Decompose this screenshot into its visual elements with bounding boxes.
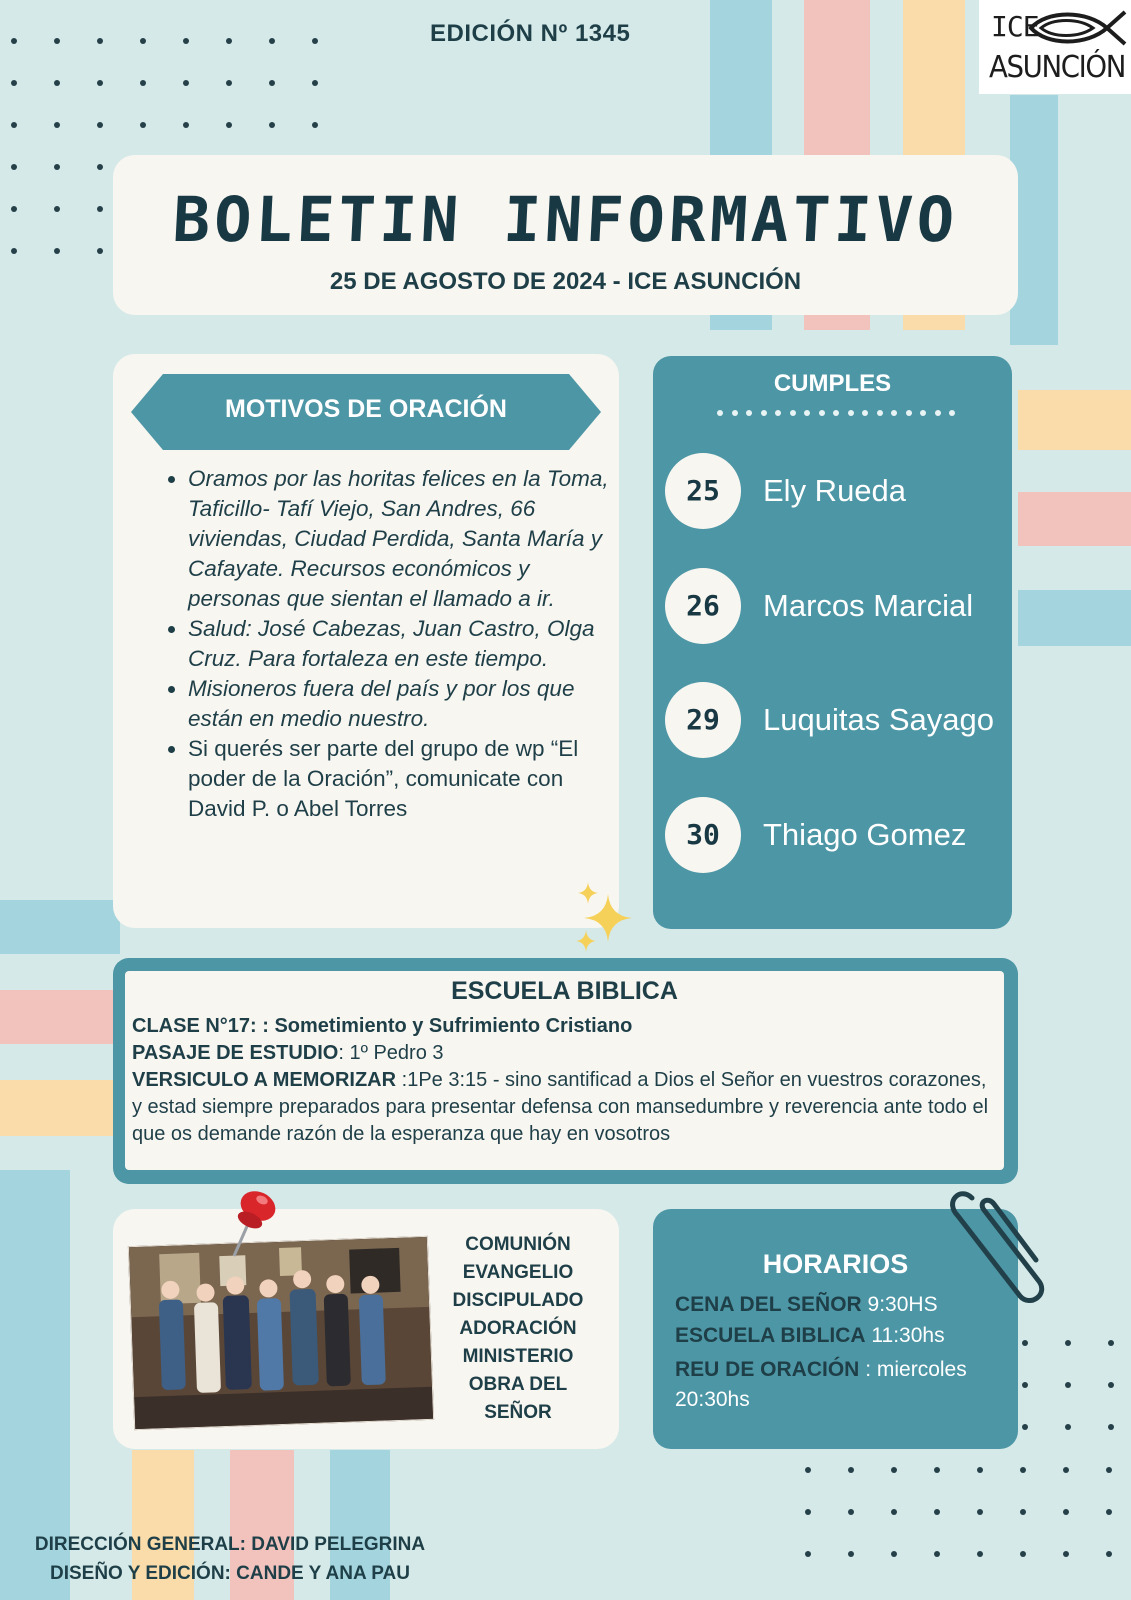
decor-dot <box>935 410 941 416</box>
birthday-name: Luquitas Sayago <box>763 702 994 737</box>
bible-school-body <box>132 1013 992 1148</box>
prayer-item: • Oramos por las horitas felices en la Toma, Taficillo- Tafí Viejo, San Andres, 66 viviendas, Ciudad Perdida, Santa María y Cafayate. Recursos económicos y personas que sientan el llamado a ir. <box>188 464 618 614</box>
decor-dot <box>269 38 275 44</box>
pillar-item: MINISTERIO <box>462 1346 574 1367</box>
prayer-list <box>171 464 618 824</box>
decor-stripe <box>1018 492 1131 546</box>
decor-dot <box>732 410 738 416</box>
decor-dot <box>1020 1509 1026 1515</box>
decor-dot <box>977 1509 983 1515</box>
decor-dot <box>877 410 883 416</box>
decor-dot <box>97 164 103 170</box>
bible-school-panel <box>125 971 1004 1170</box>
decor-dot <box>891 1509 897 1515</box>
decor-dot <box>1106 1467 1112 1473</box>
decor-dot <box>11 38 17 44</box>
decor-dot <box>934 1551 940 1557</box>
sparkle-icon <box>572 880 636 956</box>
decor-dot <box>761 410 767 416</box>
decor-stripe <box>0 990 120 1044</box>
decor-dot <box>891 1467 897 1473</box>
bulletin-title: BOLETIN INFORMATIVO <box>170 183 961 256</box>
pillar-item: ADORACIÓN <box>459 1318 577 1339</box>
decor-dot <box>269 122 275 128</box>
decor-dot <box>11 248 17 254</box>
decor-dot <box>11 206 17 212</box>
decor-dot <box>1022 1382 1028 1388</box>
decor-dot <box>848 1509 854 1515</box>
decor-dot <box>54 80 60 86</box>
decor-dot <box>11 164 17 170</box>
decor-dots-bottom-right <box>805 1467 1112 1557</box>
decor-dot <box>54 164 60 170</box>
birthday-entry <box>665 453 1010 531</box>
decor-dot <box>1063 1551 1069 1557</box>
decor-dot <box>862 410 868 416</box>
decor-dot <box>97 38 103 44</box>
birthdays-title: CUMPLES <box>773 370 892 397</box>
decor-dot <box>1020 1551 1026 1557</box>
pillar-item: OBRA DEL SEÑOR <box>468 1374 568 1423</box>
decor-dot <box>1022 1424 1028 1430</box>
decor-dot <box>269 80 275 86</box>
prayer-item: • Si querés ser parte del grupo de wp “El poder de la Oración”, comunicate con David P. o Abel Torres <box>188 734 618 824</box>
title-card <box>113 155 1018 315</box>
decor-dot <box>934 1467 940 1473</box>
schedule-row: ESCUELA BIBLICA 11:30hs <box>675 1324 945 1347</box>
decor-dot <box>140 122 146 128</box>
birthday-day: 26 <box>665 568 741 644</box>
prayer-item: • Salud: José Cabezas, Juan Castro, Olga Cruz. Para fortaleza en este tiempo. <box>188 614 618 674</box>
pillar-item: EVANGELIO <box>462 1262 574 1283</box>
credits <box>30 1530 430 1588</box>
decor-dot <box>97 248 103 254</box>
prayer-card <box>113 354 619 928</box>
birthday-day: 30 <box>665 797 741 873</box>
decor-dot <box>1020 1467 1026 1473</box>
fish-icon <box>1027 8 1129 48</box>
birthday-name: Marcos Marcial <box>763 588 974 623</box>
decor-dot <box>1106 1551 1112 1557</box>
decor-dot <box>1065 1424 1071 1430</box>
decor-dot <box>949 410 955 416</box>
decor-dot <box>54 248 60 254</box>
decor-dot <box>1108 1340 1114 1346</box>
decor-dot <box>226 38 232 44</box>
decor-dot <box>848 1551 854 1557</box>
birthday-entry <box>665 568 1010 646</box>
class-title: CLASE N°17: : Sometimiento y Sufrimiento Cristiano <box>132 1015 633 1037</box>
credit-direction: DIRECCIÓN GENERAL: DAVID PELEGRINA <box>34 1534 426 1555</box>
decor-dot <box>1065 1340 1071 1346</box>
decor-dot <box>790 410 796 416</box>
paperclip-icon <box>950 1180 1050 1310</box>
decor-dot <box>833 410 839 416</box>
decor-dot <box>1108 1382 1114 1388</box>
decor-dot <box>804 410 810 416</box>
birthday-entry <box>665 797 1010 875</box>
decor-dots-right <box>1022 1340 1114 1430</box>
church-pillars <box>443 1231 593 1427</box>
decor-dots-line <box>717 410 955 416</box>
bulletin-date: 25 DE AGOSTO DE 2024 - ICE ASUNCIÓN <box>329 268 802 295</box>
memory-verse-label: VERSICULO A MEMORIZAR <box>132 1069 397 1091</box>
decor-dot <box>183 80 189 86</box>
decor-dot <box>977 1551 983 1557</box>
decor-dot <box>140 80 146 86</box>
decor-dot <box>312 38 318 44</box>
decor-dot <box>1108 1424 1114 1430</box>
decor-dot <box>183 122 189 128</box>
decor-dot <box>11 80 17 86</box>
decor-stripe <box>0 900 120 954</box>
birthday-entry <box>665 682 1010 760</box>
decor-dot <box>97 206 103 212</box>
birthday-name: Ely Rueda <box>763 473 907 508</box>
passage-label: PASAJE DE ESTUDIO <box>132 1042 339 1064</box>
decor-dot <box>1063 1467 1069 1473</box>
decor-dot <box>848 410 854 416</box>
birthday-day: 25 <box>665 453 741 529</box>
decor-dot <box>775 410 781 416</box>
decor-dot <box>1065 1382 1071 1388</box>
decor-dot <box>805 1551 811 1557</box>
decor-dot <box>54 122 60 128</box>
decor-dot <box>54 206 60 212</box>
bible-school-card <box>113 958 1018 1184</box>
decor-stripe <box>1018 390 1131 450</box>
decor-dot <box>934 1509 940 1515</box>
decor-dot <box>805 1467 811 1473</box>
edition-number: EDICIÓN Nº 1345 <box>430 20 631 47</box>
decor-dot <box>312 122 318 128</box>
decor-dot <box>183 38 189 44</box>
pushpin-icon <box>222 1182 286 1262</box>
birthday-day: 29 <box>665 682 741 758</box>
schedule-row: REU DE ORACIÓN : miercoles 20:30hs <box>675 1358 967 1411</box>
decor-stripe <box>0 1080 120 1136</box>
pillar-item: COMUNIÓN <box>465 1234 571 1255</box>
decor-dot <box>891 1551 897 1557</box>
credit-design: DISEÑO Y EDICIÓN: CANDE Y ANA PAU <box>49 1563 410 1584</box>
decor-dot <box>848 1467 854 1473</box>
bible-school-title: ESCUELA BIBLICA <box>451 977 678 1005</box>
decor-dot <box>805 1509 811 1515</box>
passage-value: : 1º Pedro 3 <box>338 1042 444 1064</box>
birthdays-card <box>653 356 1012 929</box>
decor-dot <box>717 410 723 416</box>
decor-dot <box>920 410 926 416</box>
decor-dot <box>906 410 912 416</box>
decor-dot <box>312 80 318 86</box>
decor-dot <box>11 122 17 128</box>
decor-dot <box>1022 1340 1028 1346</box>
decor-dot <box>97 122 103 128</box>
prayer-item: • Misioneros fuera del país y por los que están en medio nuestro. <box>188 674 618 734</box>
decor-dot <box>1106 1509 1112 1515</box>
schedule-title: HORARIOS <box>762 1249 909 1279</box>
decor-dot <box>226 122 232 128</box>
decor-dot <box>226 80 232 86</box>
memory-verse-text: :1Pe 3:15 - sino santificad a Dios el Señor en vuestros corazones, y estad siempre preparados para presentar defensa con mansedumbre y reverencia ante todo el que os demande razón de la esperanza que hay en vosotros <box>132 1069 989 1145</box>
decor-stripe <box>1018 590 1131 646</box>
decor-dot <box>140 38 146 44</box>
decor-dot <box>891 410 897 416</box>
prayer-title: MOTIVOS DE ORACIÓN <box>225 395 507 423</box>
schedule-row: CENA DEL SEÑOR 9:30HS <box>675 1293 938 1316</box>
decor-dot <box>819 410 825 416</box>
decor-dot <box>1063 1509 1069 1515</box>
decor-dot <box>977 1467 983 1473</box>
pillar-item: DISCIPULADO <box>452 1290 584 1311</box>
group-photo <box>128 1236 434 1430</box>
prayer-banner <box>131 374 601 450</box>
birthday-name: Thiago Gomez <box>763 817 967 852</box>
ice-asuncion-logo: ICE ASUNCIÓN <box>979 0 1131 94</box>
decor-dot <box>54 38 60 44</box>
decor-dot <box>97 80 103 86</box>
decor-dot <box>746 410 752 416</box>
photo-card <box>113 1209 619 1449</box>
